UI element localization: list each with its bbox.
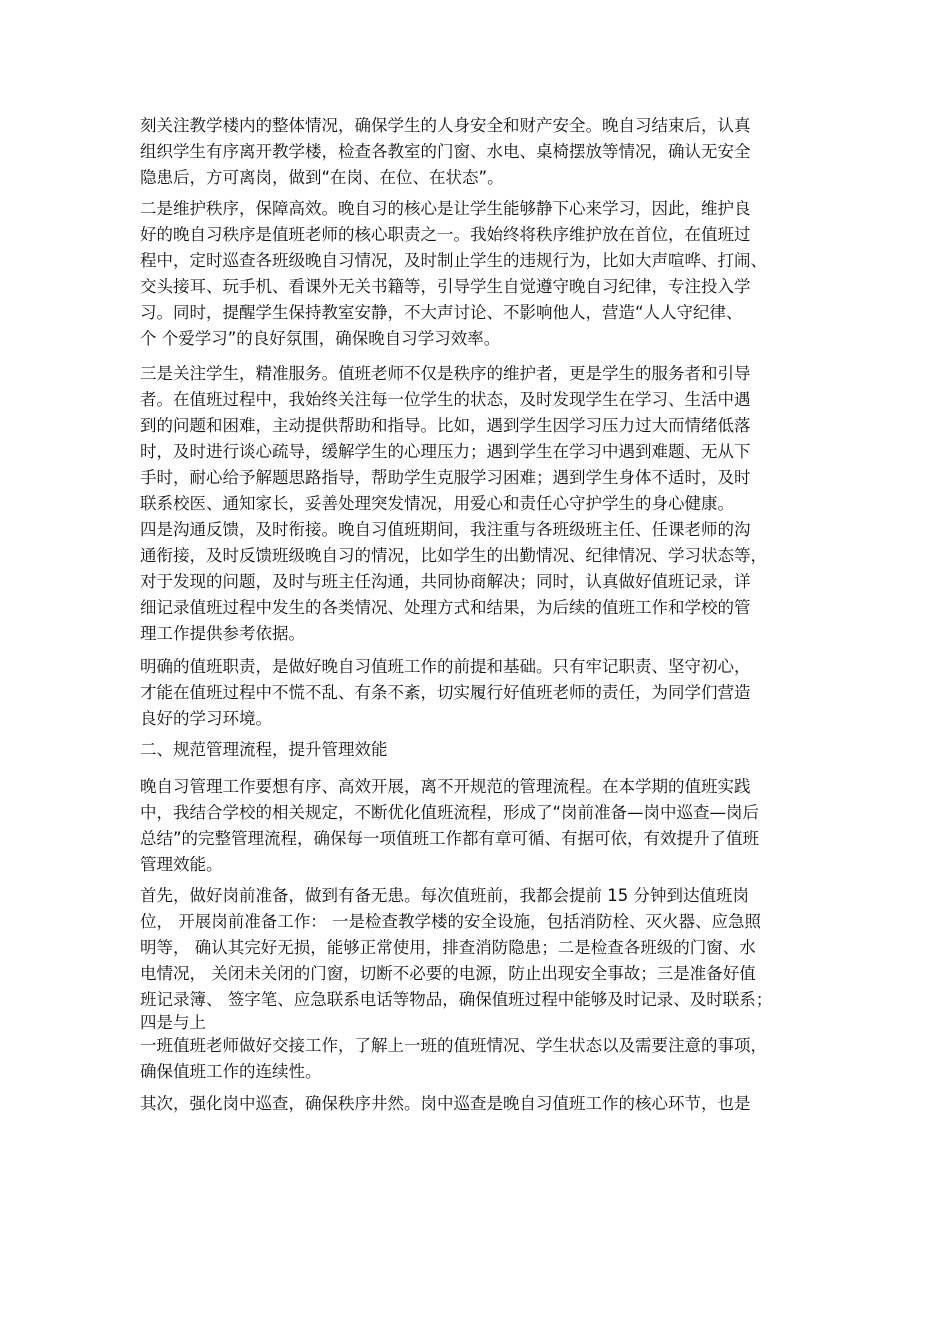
text-line: 习。同时，提醒学生保持教室安静，不大声讨论、不影响他人，营造“人人守纪律、 (140, 303, 743, 322)
text-line: 管理效能。 (140, 855, 223, 874)
text-line: 首先，做好岗前准备，做到有备无患。每次值班前，我都会提前 15 分钟到达值班岗 (140, 886, 749, 905)
text-line: 一班值班老师做好交接工作，了解上一班的值班情况、学生状态以及需要注意的事项， (140, 1036, 767, 1055)
paragraph-on-duty (140, 1091, 751, 1117)
text-line: 者。在值班过程中，我始终关注每一位学生的状态，及时发现学生在学习、生活中遇 (140, 390, 751, 409)
text-line: 细记录值班过程中发生的各类情况、处理方式和结果，为后续的值班工作和学校的管 (140, 598, 751, 617)
paragraph-maintain-order (140, 196, 767, 352)
text-line: 二是维护秩序，保障高效。晚自习的核心是让学生能够静下心来学习，因此，维护良 (140, 199, 751, 218)
text-line: 确保值班工作的连续性。 (140, 1062, 322, 1081)
text-line: 刻关注教学楼内的整体情况，确保学生的人身安全和财产安全。晚自习结束后，认真 (140, 116, 751, 135)
text-line: 好的晚自习秩序是值班老师的核心职责之一。我始终将秩序维护放在首位，在值班过 (140, 225, 751, 244)
text-line: 程中，定时巡查各班级晚自习情况，及时制止学生的违规行为，比如大声喧哗、打闹、 (140, 251, 767, 270)
text-line: 四是沟通反馈，及时衔接。晚自习值班期间，我注重与各班级班主任、任课老师的沟 (140, 520, 751, 539)
paragraph-pre-duty (140, 883, 772, 1085)
text-line: 总结”的完整管理流程，确保每一项值班工作都有章可循、有据可依，有效提升了值班 (140, 829, 760, 848)
text-line: 晚自习管理工作要想有序、高效开展，离不开规范的管理流程。在本学期的值班实践 (140, 777, 751, 796)
text-line: 四是与上 (140, 1013, 206, 1032)
text-line: 隐患后，方可离岗，做到“在岗、在位、在状态”。 (140, 168, 504, 187)
paragraph-care-students (140, 361, 751, 517)
text-line: 位， 开展岗前准备工作： 一是检查教学楼的安全设施，包括消防栓、灭火器、应急照 (140, 912, 761, 931)
text-line: 对于发现的问题，及时与班主任沟通，共同协商解决；同时，认真做好值班记录，详 (140, 572, 751, 591)
section-heading (140, 737, 388, 763)
paragraph-intro-continuation (140, 113, 751, 191)
text-line: 理工作提供参考依据。 (140, 624, 305, 643)
text-line: 手时，耐心给予解题思路指导，帮助学生克服学习困难；遇到学生身体不适时，及时 (140, 468, 751, 487)
text-line: 才能在值班过程中不慌不乱、有条不紊，切实履行好值班老师的责任，为同学们营造 (140, 683, 751, 702)
text-line: 交头接耳、玩手机、看课外无关书籍等，引导学生自觉遵守晚自习纪律，专注投入学 (140, 277, 751, 296)
text-line: 明等， 确认其完好无损，能够正常使用，排查消防隐患；二是检查各班级的门窗、水 (140, 938, 756, 957)
text-line: 良好的学习环境。 (140, 709, 272, 728)
text-line: 三是关注学生，精准服务。值班老师不仅是秩序的维护者，更是学生的服务者和引导 (140, 364, 751, 383)
section-heading-text: 二、规范管理流程，提升管理效能 (140, 740, 388, 759)
text-line: 到的问题和困难，主动提供帮助和指导。比如，遇到学生因学习压力过大而情绪低落 (140, 416, 751, 435)
text-line: 班记录簿、 签字笔、应急联系电话等物品，确保值班过程中能够及时记录、及时联系； (140, 990, 773, 1009)
paragraph-communication (140, 517, 767, 647)
paragraph-duty-summary (140, 654, 751, 732)
text-line: 明确的值班职责，是做好晚自习值班工作的前提和基础。只有牢记职责、坚守初心， (140, 657, 751, 676)
text-line: 时，及时进行谈心疏导，缓解学生的心理压力；遇到学生在学习中遇到难题、无从下 (140, 442, 751, 461)
text-line: 其次，强化岗中巡查，确保秩序井然。岗中巡查是晚自习值班工作的核心环节，也是 (140, 1094, 751, 1113)
paragraph-process-intro (140, 774, 759, 878)
text-line: 组织学生有序离开教学楼，检查各教室的门窗、水电、桌椅摆放等情况，确认无安全 (140, 142, 751, 161)
text-line: 通衔接，及时反馈班级晚自习的情况，比如学生的出勤情况、纪律情况、学习状态等， (140, 546, 767, 565)
text-line: 中，我结合学校的相关规定，不断优化值班流程，形成了“岗前准备—岗中巡查—岗后 (140, 803, 760, 822)
text-line: 个 个爱学习”的良好氛围，确保晚自习学习效率。 (140, 329, 501, 348)
text-line: 电情况， 关闭未关闭的门窗，切断不必要的电源，防止出现安全事故；三是准备好值 (140, 964, 756, 983)
text-line: 联系校医、通知家长，妥善处理突发情况，用爱心和责任心守护学生的身心健康。 (140, 494, 734, 513)
